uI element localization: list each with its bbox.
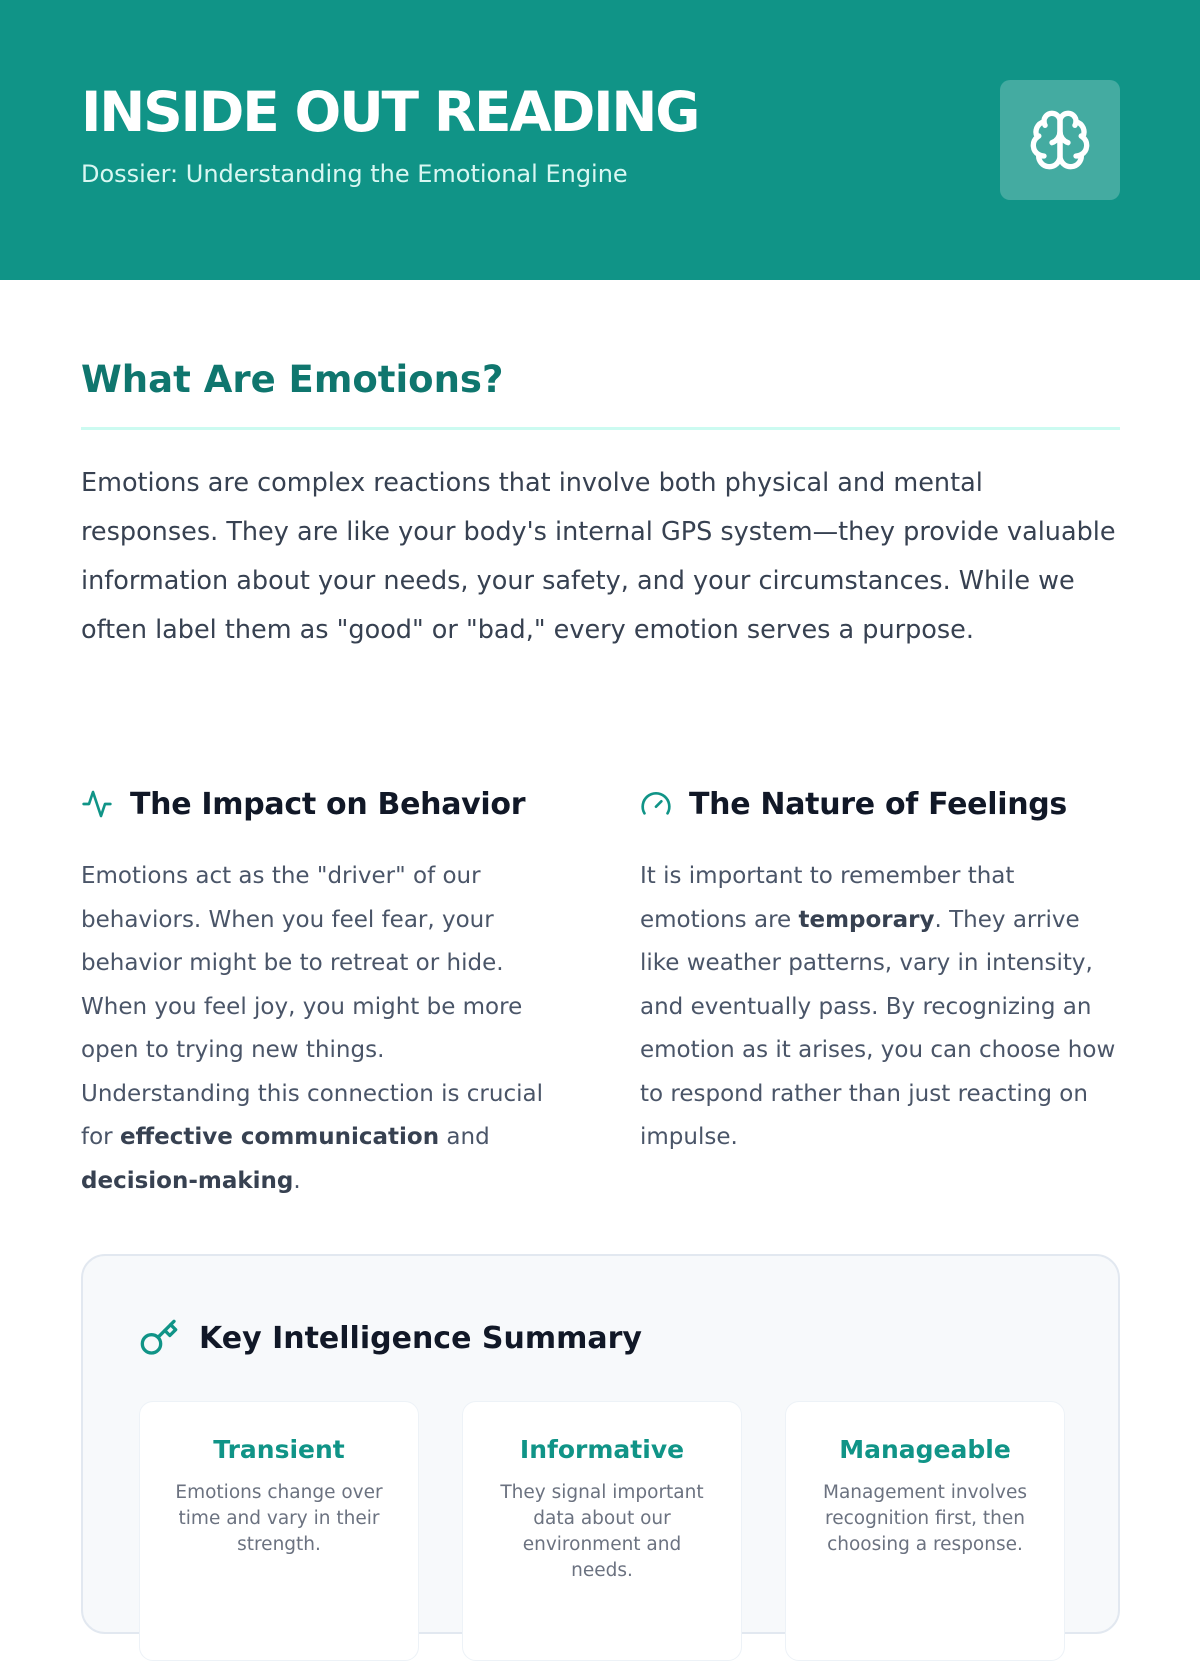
card-text: Emotions change over time and vary in their strength. — [175, 1482, 383, 1555]
behavior-bold-2: decision-making — [81, 1167, 294, 1194]
card-text: They signal important data about our environment and needs. — [500, 1482, 704, 1581]
behavior-text-3: . — [293, 1167, 301, 1194]
key-intelligence-summary — [81, 1254, 1120, 1634]
nature-bold-1: temporary — [798, 906, 935, 933]
page-title: INSIDE OUT READING — [81, 80, 699, 144]
gauge-icon — [640, 787, 674, 821]
behavior-heading — [81, 782, 525, 826]
behavior-bold-1: effective communication — [119, 1124, 440, 1150]
section-title-emotions: What Are Emotions? — [81, 358, 504, 401]
card-title: Transient — [213, 1435, 345, 1464]
card-text: Management involves recognition first, then choosing a response. — [823, 1482, 1027, 1555]
summary-card-transient — [139, 1401, 419, 1661]
brain-icon — [1028, 108, 1092, 172]
summary-card-manageable — [785, 1401, 1065, 1661]
intro-paragraph: Emotions are complex reactions that involve both physical and mental responses. They are like your body's internal GPS system—they provide valuable information about your needs, your safety, and your circumstances. While we often label them as "good" or "bad," every emotion serves a purpose. — [81, 468, 1116, 645]
card-title: Manageable — [839, 1435, 1011, 1464]
summary-title: Key Intelligence Summary — [199, 1320, 642, 1356]
summary-card-informative — [462, 1401, 742, 1661]
page-subtitle: Dossier: Understanding the Emotional Engine — [81, 160, 628, 188]
behavior-text-1: Emotions act as the "driver" of our behaviors. When you feel fear, your behavior might be to retreat or hide. When you feel joy, you might be more open to trying new things. Understanding this connection is crucial for — [81, 863, 543, 1150]
header-icon-box — [1000, 80, 1120, 200]
nature-text-1: It is important to remember that emotions are — [640, 863, 1015, 933]
nature-title: The Nature of Feelings — [689, 786, 1067, 822]
activity-pulse-icon — [81, 787, 115, 821]
nature-text-2: . They arrive like weather patterns, vary in intensity, and eventually pass. By recognizing an emotion as it arises, you can choose how to respond rather than just reacting on impulse. — [640, 906, 1116, 1150]
nature-paragraph — [640, 855, 1120, 1160]
behavior-title: The Impact on Behavior — [130, 786, 526, 822]
key-icon — [139, 1318, 179, 1358]
summary-heading — [139, 1316, 642, 1360]
nature-heading — [640, 782, 1067, 826]
card-title: Informative — [519, 1435, 685, 1464]
section-divider — [81, 427, 1120, 430]
behavior-paragraph — [81, 855, 561, 1203]
behavior-text-2: and — [439, 1124, 490, 1150]
page-header — [0, 0, 1200, 280]
